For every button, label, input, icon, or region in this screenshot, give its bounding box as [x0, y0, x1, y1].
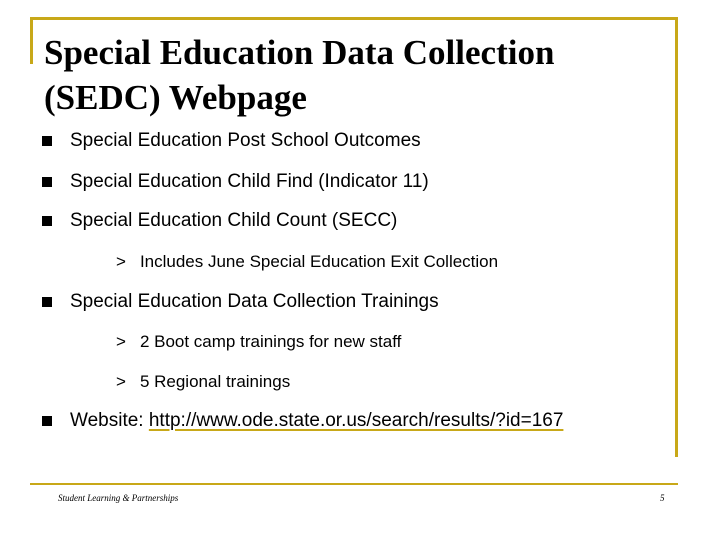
- arrow-bullet-icon: >: [116, 252, 126, 271]
- bullet-post-school-outcomes: [42, 128, 421, 154]
- sub-bullet-text: 2 Boot camp trainings for new staff: [139, 332, 402, 351]
- arrow-bullet-icon: >: [116, 372, 126, 391]
- bullet-website: [42, 408, 563, 434]
- slide-title-line-2: (SEDC) Webpage: [44, 78, 307, 117]
- sub-bullet-text: Includes June Special Education Exit Collection: [139, 252, 499, 271]
- bullet-child-find: [42, 169, 429, 195]
- square-bullet-icon: [42, 177, 52, 187]
- square-bullet-icon: [42, 416, 52, 426]
- square-bullet-icon: [42, 216, 52, 226]
- bullet-text: Special Education Data Collection Trainings: [70, 291, 439, 312]
- website-link[interactable]: http://www.ode.state.or.us/search/results/?id=167: [148, 410, 564, 431]
- page-number: 5: [660, 493, 665, 503]
- sub-bullet-text: 5 Regional trainings: [139, 372, 291, 391]
- bullet-child-count: [42, 208, 397, 234]
- footer-organization: Student Learning & Partnerships: [58, 493, 179, 503]
- square-bullet-icon: [42, 136, 52, 146]
- sub-bullet-boot-camp: [116, 330, 401, 354]
- arrow-bullet-icon: >: [116, 332, 126, 351]
- website-label: Website:: [70, 410, 149, 431]
- bullet-text: Special Education Post School Outcomes: [70, 130, 421, 151]
- sub-bullet-regional: [116, 370, 290, 394]
- slide-title-line-1: Special Education Data Collection: [44, 33, 555, 72]
- bullet-text: [70, 408, 563, 434]
- square-bullet-icon: [42, 297, 52, 307]
- frame-bottom-line: [30, 483, 678, 485]
- sub-bullet-exit-collection: [116, 250, 498, 274]
- slide-title: [44, 30, 664, 120]
- frame-top-line: [30, 17, 678, 20]
- bullet-data-collection-trainings: [42, 289, 439, 315]
- bullet-text: Special Education Child Find (Indicator 11): [70, 171, 429, 192]
- bullet-text: Special Education Child Count (SECC): [70, 210, 398, 231]
- frame-right-line: [675, 17, 678, 457]
- frame-left-line: [30, 17, 33, 64]
